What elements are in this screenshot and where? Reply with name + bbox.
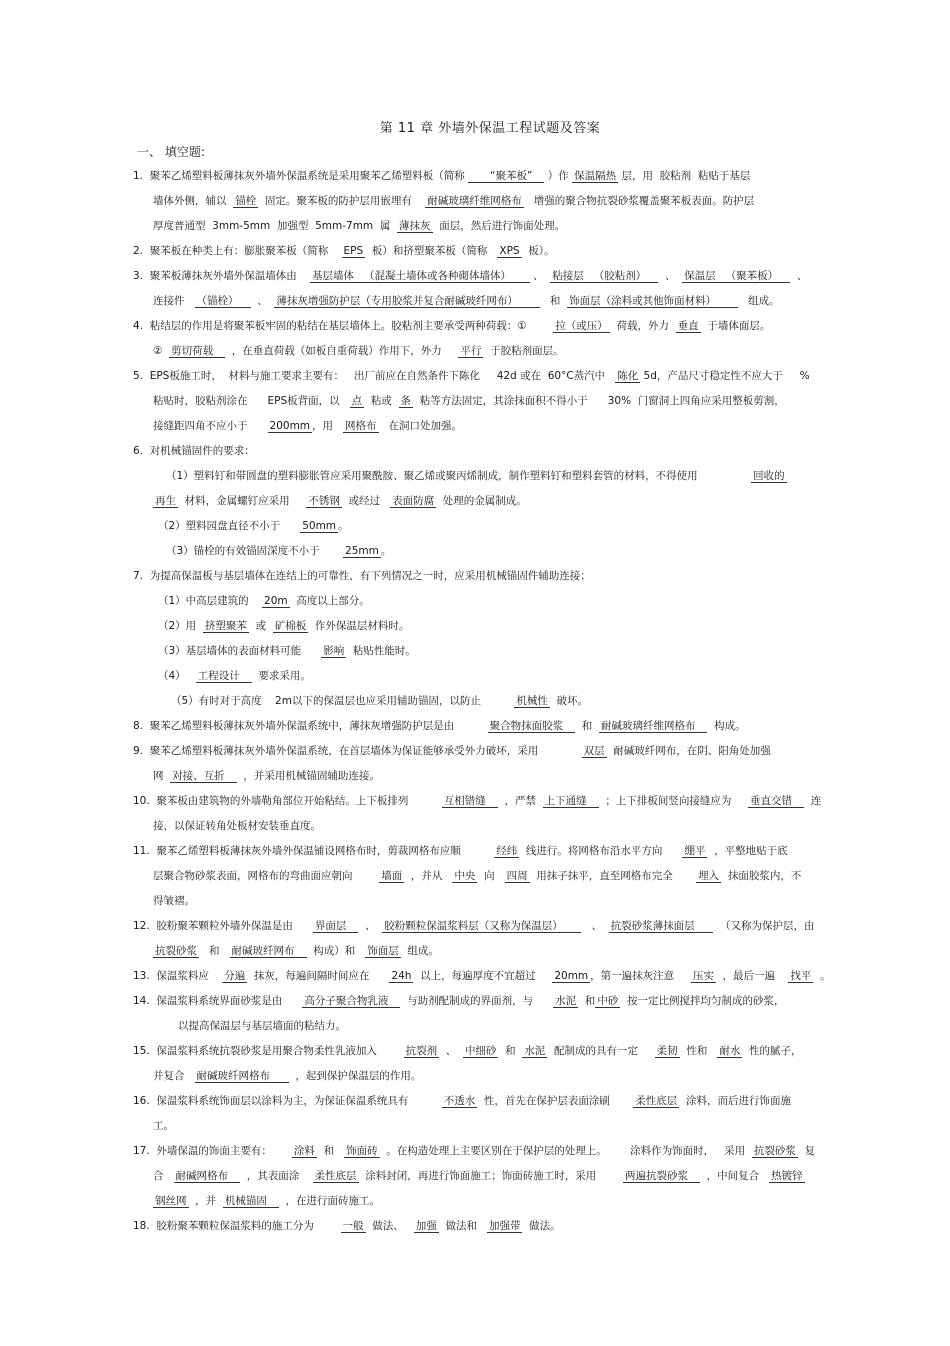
line-text: 板）和挤塑聚苯板（简称 — [365, 245, 498, 257]
line-text: 、 — [658, 270, 683, 282]
answer-blank: 拉（或压） — [555, 320, 608, 332]
answer-blank: 耐碱网格布 — [175, 1170, 239, 1182]
answer-blank: 基层墙体 （混凝土墙体或各种砌体墙体） — [312, 270, 528, 282]
line-text: （1）中高层建筑的 — [158, 595, 263, 607]
answer-blank: 陈化 — [617, 370, 639, 382]
answer-blank: 中细砂 — [464, 1045, 497, 1057]
answer-blank: “聚苯板” — [470, 170, 543, 182]
line-text: ，平整地贴于底 — [707, 845, 788, 857]
text-line — [133, 739, 818, 764]
line-text: 复 — [797, 1145, 816, 1157]
line-text: 或经过 — [341, 495, 391, 507]
answer-blank: 胶粉颗粒保温浆料层（又称为保温层） — [384, 920, 580, 932]
text-line — [133, 564, 818, 589]
line-text: 2. 聚苯板在种类上有：膨胀聚苯板（简称 — [133, 245, 342, 257]
line-text: 接，以保证转角处板材安装垂直度。 — [153, 820, 321, 832]
answer-blank: 钢丝网 — [155, 1195, 187, 1207]
line-text: 和 — [316, 1145, 345, 1157]
answer-blank: 再生 — [155, 495, 176, 507]
line-text: 1. 聚苯乙烯塑料板薄抹灰外墙外保温系统是采用聚苯乙烯塑料板（简称 — [133, 170, 469, 182]
line-text: 、 — [581, 920, 609, 932]
line-text: 和 — [498, 1045, 523, 1057]
line-text: ，用 — [312, 420, 344, 432]
answer-blank: 涂料 — [293, 1145, 315, 1157]
line-text: ，第一遍抹灰注意 — [590, 970, 691, 982]
line-text: 5. EPS板施工时， 材料与施工要求主要有： 出厂前应在自然条件下陈化 42d 或在 60°C蒸汽中 — [133, 370, 616, 382]
line-text: （4） — [158, 670, 196, 682]
line-text: 7. 为提高保温板与基层墙体在连结上的可靠性，有下列情况之一时，应采用机械锚固件辅助连接； — [133, 570, 591, 582]
answer-blank: 墙面 — [381, 870, 403, 882]
answer-blank: 不透水 — [443, 1095, 476, 1107]
answer-blank: 垂直交错 — [750, 795, 803, 807]
line-text: 涂料封闭，再进行饰面施工；饰面砖施工时，采用 — [358, 1170, 623, 1182]
text-line — [133, 889, 818, 914]
text-line — [133, 1114, 818, 1139]
line-text: 和 — [575, 720, 599, 732]
line-text: 于胶粘剂面层。 — [483, 345, 564, 357]
line-text: 连接件 — [153, 295, 195, 307]
text-line — [133, 639, 818, 664]
line-text: 于墙体面层。 — [700, 320, 771, 332]
answer-blank: 机械性 — [516, 695, 548, 707]
line-text: 16. 保温浆料系统饰面层以涂料为主，为保证保温系统具有 — [133, 1095, 442, 1107]
line-text: ，在进行面砖施工。 — [278, 1195, 381, 1207]
line-text: 、 — [790, 270, 808, 282]
answer-blank: 耐碱玻纤网布 — [231, 945, 305, 957]
line-text: 做法和 — [438, 1220, 487, 1232]
answer-blank: 饰面层（涂料或其他饰面材料） — [569, 295, 737, 307]
question-list — [133, 164, 831, 1239]
text-line — [133, 1164, 818, 1189]
text-line — [133, 814, 818, 839]
answer-blank: 20m — [264, 595, 288, 607]
line-text: ）作 — [544, 170, 573, 182]
answer-blank: 饰面层 — [367, 945, 399, 957]
answer-blank: 粘接层 （胶粘剂） — [552, 270, 657, 282]
line-text: 向 — [477, 870, 505, 882]
answer-blank: 回收的 — [753, 470, 785, 482]
line-text: （3）锚栓的有效锚固深度不小于 — [166, 545, 344, 557]
line-text: 。在构造处理上主要区别在于保护层的处理上。 涂料作为饰面时， 采用 — [379, 1145, 752, 1157]
line-text: 、 — [529, 270, 551, 282]
line-text: 和 — [199, 945, 230, 957]
answer-blank: 耐水 — [719, 1045, 741, 1057]
text-line — [133, 414, 818, 439]
line-text: 用抹子抹平，直至网格布完全 — [529, 870, 697, 882]
line-text: 抹面胶浆内，不 — [721, 870, 802, 882]
answer-blank: 高分子聚合物乳液 — [304, 995, 399, 1007]
line-text: 17. 外墙保温的饰面主要有： — [133, 1145, 292, 1157]
answer-blank: 聚合物抹面胶浆 — [489, 720, 574, 732]
text-line — [133, 214, 818, 239]
line-text: 粘贴性能时。 — [346, 645, 416, 657]
line-text: 材料，金属螺钉应采用 — [178, 495, 307, 507]
line-text: 与助剂配制成的界面剂，与 — [400, 995, 554, 1007]
answer-blank: 饰面砖 — [346, 1145, 378, 1157]
answer-blank: 网格布 — [345, 420, 377, 432]
line-text: 和 — [578, 995, 596, 1007]
text-line — [133, 164, 818, 189]
answer-blank: 界面层 — [314, 920, 357, 932]
text-line — [133, 264, 818, 289]
line-text: 破坏。 — [549, 695, 589, 707]
answer-blank: 对接、互折 — [172, 770, 235, 782]
line-text: 涂料，而后进行饰面施 — [679, 1095, 791, 1107]
text-line — [133, 664, 818, 689]
line-text: 网 — [153, 770, 171, 782]
line-text: （又称为保护层，由 — [713, 920, 815, 932]
line-text: ，并 — [188, 1195, 223, 1207]
answer-blank: 双层 — [583, 745, 605, 757]
line-text: 粘或 — [364, 395, 399, 407]
answer-blank: 绷平 — [684, 845, 706, 857]
line-text: 。 — [380, 545, 392, 557]
line-text: ② — [153, 345, 170, 357]
answer-blank: 一般 — [342, 1220, 364, 1232]
answer-blank: 薄抹灰 — [399, 220, 431, 232]
text-line — [133, 1214, 818, 1239]
line-text: ，在垂直荷载（如板自重荷载）作用下，外力 — [225, 345, 459, 357]
answer-blank: 机械锚固 — [224, 1195, 277, 1207]
line-text: 增强的聚合物抗裂砂浆覆盖聚苯板表面。防护层 — [523, 195, 755, 207]
line-text: 按一定比例搅拌均匀制成的砂浆， — [620, 995, 785, 1007]
text-line — [133, 939, 818, 964]
answer-blank: 锚栓 — [235, 195, 257, 207]
answer-blank: 点 — [351, 395, 363, 407]
text-line — [133, 914, 818, 939]
line-text: 抹灰，每遍间隔时间应在 — [247, 970, 390, 982]
answer-blank: 25mm — [345, 545, 379, 557]
text-line — [133, 239, 818, 264]
line-text: 、 — [358, 920, 383, 932]
line-text: 、 — [250, 295, 275, 307]
line-text: 以上，每遍厚度不宜超过 — [413, 970, 553, 982]
line-text: 以提高保温层与基层墙面的粘结力。 — [178, 1020, 346, 1032]
text-line — [133, 839, 818, 864]
line-text: 合 — [153, 1170, 174, 1182]
section-heading: 一、 填空题: — [137, 145, 205, 159]
line-text: 在洞口处加强。 — [378, 420, 463, 432]
line-text: 接缝距四角不应小于 — [153, 420, 268, 432]
line-text: 固定。聚苯板的防护层用嵌埋有 — [258, 195, 426, 207]
line-text: 厚度普通型 3mm-5mm 加强型 5mm-7mm 属 — [153, 220, 398, 232]
line-text: 粘等方法固定，其涂抹面积不得小于 30% 门窗洞上四角应采用整板剪割， — [413, 395, 785, 407]
text-line — [133, 1064, 818, 1089]
text-line — [133, 1139, 818, 1164]
line-text: ，并采用机械锚固辅助连接。 — [236, 770, 380, 782]
answer-blank: 中砂 — [597, 995, 619, 1007]
line-text: 做法、 — [365, 1220, 414, 1232]
line-text: 5d，产品尺寸稳定性不应大于 % — [640, 370, 810, 382]
answer-blank: 互相错缝 — [443, 795, 496, 807]
answer-blank: 经纬 — [496, 845, 518, 857]
line-text: 要求采用。 — [251, 670, 311, 682]
answer-blank: 抗裂砂浆 — [753, 1145, 796, 1157]
line-text: 连 — [804, 795, 822, 807]
line-text: 13. 保温浆料应 — [133, 970, 223, 982]
line-text: 性的腻子， — [742, 1045, 802, 1057]
text-line — [133, 1189, 818, 1214]
line-text: （3）基层墙体的表面材料可能 — [158, 645, 322, 657]
line-text: 6. 对机械锚固件的要求： — [133, 445, 255, 457]
text-line — [133, 439, 818, 464]
line-text: 构成。 — [707, 720, 746, 732]
line-text: ，其表面涂 — [240, 1170, 313, 1182]
answer-blank: 找平 — [790, 970, 812, 982]
answer-blank: 耐碱玻璃纤维网格布 — [600, 720, 706, 732]
line-text: 处理的金属制成。 — [436, 495, 527, 507]
line-text: 10. 聚苯板由建筑物的外墙勒角部位开始粘结。上下板排列 — [133, 795, 442, 807]
text-line — [133, 514, 818, 539]
answer-blank: 保温层 （聚苯板） — [684, 270, 789, 282]
line-text: （2）塑料园盘直径不小于 — [158, 520, 301, 532]
text-line — [133, 764, 818, 789]
line-text: 构成）和 — [306, 945, 366, 957]
text-line — [133, 539, 818, 564]
answer-blank: 耐碱玻璃纤维网格布 — [427, 195, 522, 207]
line-text: 4. 粘结层的作用是将聚苯板牢固的粘结在基层墙体上。胶粘剂主要承受两种荷载：① — [133, 320, 554, 332]
text-line — [133, 989, 818, 1014]
text-line — [133, 864, 818, 889]
answer-blank: 抗裂砂浆 — [155, 945, 197, 957]
answer-blank: 24h — [391, 970, 412, 982]
text-line — [133, 339, 818, 364]
text-line — [133, 289, 818, 314]
line-text: 工。 — [153, 1120, 174, 1132]
line-text: 12. 胶粉聚苯颗粒外墙外保温是由 — [133, 920, 313, 932]
line-text: ；上下排板间竖向接缝应为 — [598, 795, 749, 807]
line-text: 14. 保温浆料系统界面砂浆是由 — [133, 995, 303, 1007]
answer-blank: 挤塑聚苯 — [204, 620, 247, 632]
line-text: 得皱褶。 — [153, 895, 195, 907]
text-line — [133, 314, 818, 339]
answer-blank: 加强 — [415, 1220, 437, 1232]
answer-blank: 水泥 — [524, 1045, 546, 1057]
line-text: ，并从 — [404, 870, 453, 882]
answer-blank: 中央 — [454, 870, 476, 882]
answer-blank: 柔韧 — [656, 1045, 678, 1057]
answer-blank: 矿棉板 — [274, 620, 307, 632]
answer-blank: 耐碱玻纤网格布 — [196, 1070, 287, 1082]
text-line — [133, 689, 818, 714]
answer-blank: 条 — [400, 395, 412, 407]
answer-blank: 工程设计 — [197, 670, 250, 682]
line-text: 做法。 — [522, 1220, 561, 1232]
text-line — [133, 1089, 818, 1114]
line-text: 性和 — [679, 1045, 718, 1057]
line-text: ，最后一遍 — [715, 970, 789, 982]
line-text: 。 — [813, 970, 831, 982]
text-line — [133, 364, 818, 389]
text-line — [133, 189, 818, 214]
answer-blank: 50mm — [302, 520, 337, 532]
text-line — [133, 589, 818, 614]
line-text: 11. 聚苯乙烯塑料板薄抹灰外墙外保温铺设网格布时，剪裁网格布应顺 — [133, 845, 495, 857]
answer-blank: 抗裂剂 — [405, 1045, 438, 1057]
answer-blank: 两遍抗裂砂浆 — [624, 1170, 698, 1182]
line-text: 线进行。将网格布沿水平方向 — [519, 845, 683, 857]
text-line — [133, 464, 818, 489]
line-text: ，中间复合 — [699, 1170, 770, 1182]
line-text: 配制成的具有一定 — [547, 1045, 655, 1057]
line-text: （2）用 — [158, 620, 203, 632]
answer-blank: 剪切荷载 — [171, 345, 224, 357]
line-text: 并复合 — [153, 1070, 195, 1082]
line-text: ，起到保护保温层的作用。 — [288, 1070, 422, 1082]
answer-blank: 热镀锌 — [771, 1170, 803, 1182]
line-text: 组成。 — [400, 945, 439, 957]
line-text: 或 — [248, 620, 273, 632]
answer-blank: 表面防腐 — [392, 495, 435, 507]
answer-blank: （锚栓） — [196, 295, 249, 307]
line-text: 层聚合物砂浆表面，网格布的弯曲面应朝向 — [153, 870, 380, 882]
line-text: （1）塑料钉和带圆盘的塑料膨胀管应采用聚酰胺、聚乙烯或聚丙烯制成，制作塑料钉和塑料套管的材料，不得使用 — [166, 470, 752, 482]
line-text: 3. 聚苯板薄抹灰外墙外保温墙体由 — [133, 270, 311, 282]
answer-blank: 柔性底层 — [314, 1170, 357, 1182]
answer-blank: 上下通缝 — [544, 795, 597, 807]
answer-blank: EPS — [343, 245, 364, 257]
answer-blank: 加强带 — [488, 1220, 521, 1232]
line-text: 作外保温层材料时。 — [308, 620, 410, 632]
text-line — [133, 964, 831, 989]
line-text: 粘贴时，胶粘剂涂在 EPS板背面，以 — [153, 395, 350, 407]
line-text: 板）。 — [521, 245, 555, 257]
answer-blank: 20mm — [554, 970, 589, 982]
answer-blank: 垂直 — [677, 320, 699, 332]
line-text: 9. 聚苯乙烯塑料板薄抹灰外墙外保温系统，在首层墙体为保证能够承受外力破坏，采用 — [133, 745, 582, 757]
line-text: 组成。 — [738, 295, 780, 307]
answer-blank: 分遍 — [224, 970, 246, 982]
text-line — [133, 714, 818, 739]
line-text: 荷载，外力 — [609, 320, 676, 332]
answer-blank: 200mm — [269, 420, 311, 432]
answer-blank: 四周 — [506, 870, 528, 882]
line-text: 面层，然后进行饰面处理。 — [432, 220, 566, 232]
line-text: 15. 保温浆料系统抗裂砂浆是用聚合物柔性乳液加入 — [133, 1045, 404, 1057]
line-text: 层，用 胶粘剂 粘贴于基层 — [618, 170, 751, 182]
text-line — [133, 1014, 818, 1039]
answer-blank: 柔性底层 — [635, 1095, 678, 1107]
line-text: 8. 聚苯乙烯塑料板薄抹灰外墙外保温系统中，薄抹灰增强防护层是由 — [133, 720, 488, 732]
text-line — [133, 614, 818, 639]
text-line — [133, 789, 822, 814]
answer-blank: 薄抹灰增强防护层（专用胶浆并复合耐碱玻纤网布） — [276, 295, 538, 307]
line-text: 墙体外侧，辅以 — [153, 195, 234, 207]
line-text: 性，首先在保护层表面涂刷 — [477, 1095, 634, 1107]
answer-blank: 抗裂砂浆薄抹面层 — [610, 920, 712, 932]
answer-blank: 保温隔热 — [574, 170, 617, 182]
answer-blank: 影响 — [323, 645, 345, 657]
page-title: 第 11 章 外墙外保温工程试题及答案 — [379, 121, 601, 136]
text-line — [133, 489, 818, 514]
answer-blank: 水泥 — [555, 995, 577, 1007]
line-text: ，严禁 — [497, 795, 543, 807]
line-text: 和 — [539, 295, 568, 307]
answer-blank: XPS — [499, 245, 520, 257]
line-text: 耐碱玻纤网布，在阴、阳角处加强 — [606, 745, 771, 757]
line-text: 18. 胶粉聚苯颗粒保温浆料的施工分为 — [133, 1220, 341, 1232]
line-text: （5）有时对于高度 2m以下的保温层也应采用辅助锚固，以防止 — [171, 695, 515, 707]
text-line — [133, 389, 818, 414]
text-line — [133, 1039, 818, 1064]
answer-blank: 压实 — [692, 970, 714, 982]
answer-blank: 埋入 — [698, 870, 720, 882]
line-text: 。 — [338, 520, 349, 532]
line-text: 、 — [439, 1045, 463, 1057]
line-text: 高度以上部分。 — [289, 595, 370, 607]
answer-blank: 不锈钢 — [308, 495, 340, 507]
answer-blank: 平行 — [460, 345, 482, 357]
